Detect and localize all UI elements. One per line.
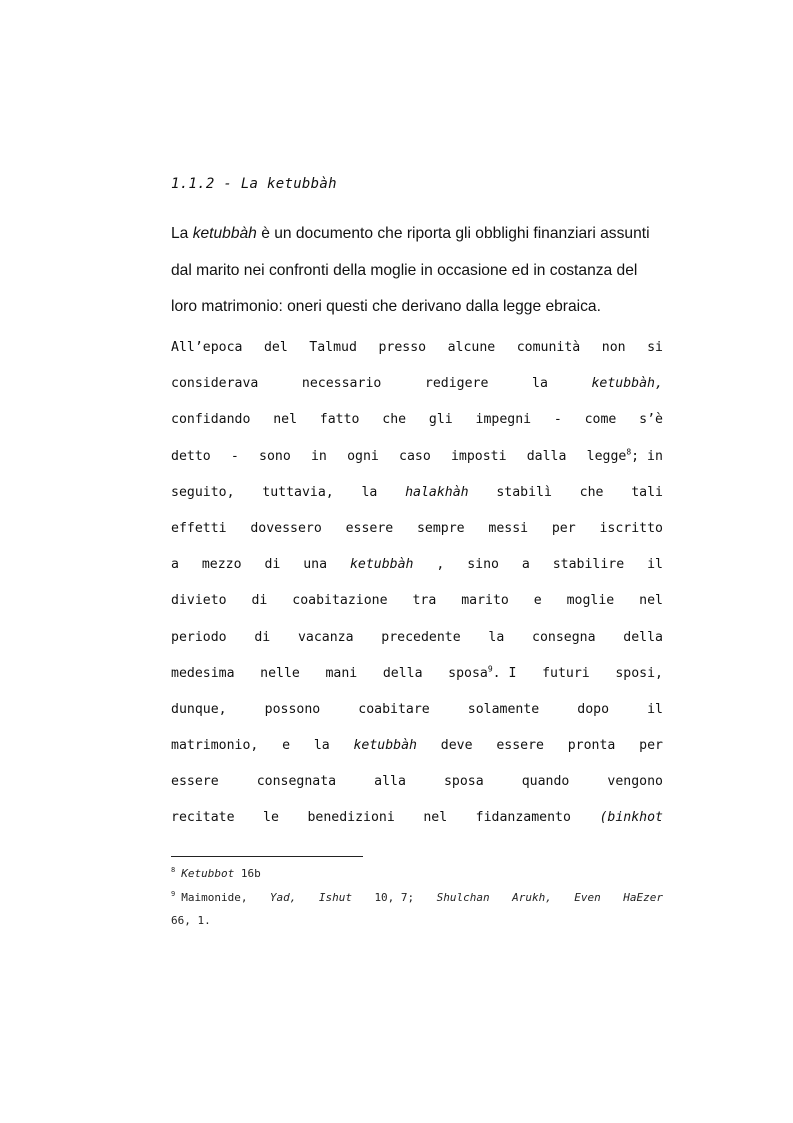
word: stabilì (496, 484, 552, 500)
word: medesima (171, 665, 235, 681)
word: coabitazione (292, 593, 388, 609)
word: consegnata (256, 774, 337, 790)
word: le (263, 810, 279, 826)
word: necessario (301, 376, 382, 392)
word: la (361, 484, 378, 500)
text-line (171, 692, 663, 728)
term-ketubbah: ketubbàh, (591, 376, 663, 392)
word: periodo (171, 629, 227, 645)
word: marito (461, 593, 509, 609)
word: sposa (443, 774, 484, 790)
term-halakhah: halakhàh (405, 484, 469, 500)
word: precedente (381, 629, 461, 645)
word: di (264, 557, 281, 573)
word: mezzo (201, 557, 242, 573)
text-line (171, 511, 663, 547)
word: effetti (171, 520, 227, 536)
word: tra (412, 593, 437, 609)
word: deve (440, 738, 473, 754)
text-line (171, 475, 663, 511)
footnote-8 (171, 862, 663, 886)
word: essere (496, 738, 544, 754)
word: redigere (424, 376, 489, 392)
word: vacanza (297, 629, 354, 645)
word: recitate (171, 810, 235, 826)
word: che (382, 412, 407, 428)
word: del (263, 340, 288, 355)
term-ketubbah: ketubbàh (349, 557, 414, 573)
word: della (382, 665, 423, 681)
term-binkhot: (binkhot (599, 810, 663, 826)
footnote-work: Yad, (269, 890, 297, 904)
footnote-number: 8 (171, 866, 176, 875)
text-line (171, 547, 663, 583)
word: il (647, 557, 663, 573)
word: essere (171, 774, 219, 790)
word: gli (428, 412, 453, 428)
term-ketubbah: ketubbàh (353, 738, 418, 754)
footnote-number: 9 (171, 889, 176, 898)
word: sono (259, 448, 291, 464)
word: come (584, 412, 617, 428)
word: divieto (171, 593, 227, 609)
word: consegna (532, 629, 596, 645)
word: una (303, 557, 328, 573)
word: dovessero (250, 520, 322, 536)
word: presso (378, 340, 427, 355)
word: non (601, 340, 626, 355)
word: in (310, 448, 327, 464)
footnote-ref-word: legge$^8$; in (586, 447, 663, 464)
word: sposi, (615, 665, 663, 681)
word: futuri (542, 665, 590, 681)
footnote-ref-9[interactable]: 9 (487, 664, 493, 674)
word: solamente (467, 701, 540, 717)
word: a (521, 557, 530, 573)
word: iscritto (599, 520, 663, 536)
word: alcune (447, 340, 496, 355)
word: caso (399, 448, 431, 464)
word: nel (423, 810, 448, 826)
footnote-author: Maimonide, (181, 890, 248, 904)
text-line (171, 728, 663, 764)
word: la (488, 629, 505, 645)
word: imposti (450, 448, 507, 464)
footnote-ref: 10, 7; (374, 890, 415, 904)
footnotes (171, 862, 663, 933)
word: sino (467, 557, 499, 573)
footnote-separator (171, 856, 363, 857)
word: coabitare (358, 701, 430, 717)
word: nel (639, 593, 663, 609)
word: tuttavia, (262, 484, 334, 500)
word: si (647, 340, 663, 355)
word: per (639, 738, 663, 754)
text-line (171, 620, 663, 656)
word: considerava (171, 376, 259, 392)
word: messi (488, 520, 529, 536)
footnote-work: HaEzer (623, 890, 663, 904)
footnote-9-continued: 66, 1. (171, 914, 211, 927)
word: il (647, 701, 663, 717)
word: matrimonio, (171, 738, 259, 754)
word: fatto (319, 412, 360, 428)
intro-lead: La (171, 225, 193, 242)
footnote-source: Ketubbot (181, 867, 235, 880)
footnote-work: Arukh, (512, 890, 552, 904)
word: che (579, 484, 604, 500)
word: nel (273, 412, 298, 428)
text-line (171, 439, 663, 475)
word: - (230, 448, 239, 464)
word: essere (345, 520, 394, 536)
word: seguito, (171, 484, 235, 500)
word: di (254, 629, 271, 645)
word: s’è (639, 412, 663, 428)
word: e (282, 738, 291, 754)
word: per (551, 520, 576, 536)
word: alla (374, 774, 406, 790)
word: pronta (567, 738, 616, 754)
word: della (623, 629, 663, 645)
footnote-ref-word: sposa$^9$. I (448, 664, 517, 681)
word: possono (264, 701, 321, 717)
footnote-work: Even (574, 890, 601, 904)
intro-rest: è un documento che riporta gli obblighi finanziari assunti dal marito nei confronti della moglie in occasione ed in costanza del loro matrimonio: oneri questi che derivano dalla legge ebraica. (171, 225, 650, 315)
word: benedizioni (307, 810, 395, 826)
word: confidando (171, 412, 251, 428)
word: la (532, 376, 548, 392)
word: fidanzamento (475, 810, 571, 826)
text-line (171, 656, 663, 692)
word: , (436, 557, 445, 573)
intro-paragraph (171, 216, 663, 326)
word: impegni (475, 412, 532, 428)
word: mani (325, 665, 358, 681)
word: comunità (516, 340, 581, 355)
word: All’epoca (171, 340, 243, 355)
text-line (171, 402, 663, 438)
word: dopo (577, 701, 610, 717)
section-heading: 1.1.2 - La ketubbàh (171, 176, 337, 192)
footnote-9 (171, 886, 663, 910)
word: - (553, 412, 562, 428)
word: la (313, 738, 330, 754)
word: quando (521, 774, 570, 790)
word: dunque, (171, 701, 227, 717)
word: Talmud (309, 340, 357, 355)
text-line (171, 800, 663, 836)
word: sempre (416, 520, 465, 536)
word: vengono (607, 774, 663, 790)
body-paragraph (171, 330, 663, 837)
footnote-work: Ishut (318, 890, 352, 904)
text-line (171, 366, 663, 402)
word: dalla (526, 448, 567, 464)
word: a (171, 557, 179, 573)
intro-term: ketubbàh (192, 225, 257, 242)
word: di (251, 593, 268, 609)
text-line (171, 330, 663, 366)
word: tali (631, 484, 663, 500)
word: nelle (260, 665, 300, 681)
text-line (171, 583, 663, 619)
text-line (171, 764, 663, 800)
footnote-ref: 16b (234, 867, 261, 880)
word: moglie (566, 593, 615, 609)
word: ogni (347, 448, 379, 464)
word: detto (171, 448, 211, 464)
word: e (533, 593, 542, 609)
footnote-ref-8[interactable]: 8 (626, 447, 632, 457)
footnote-work: Shulchan (436, 890, 490, 904)
word: stabilire (552, 557, 625, 573)
